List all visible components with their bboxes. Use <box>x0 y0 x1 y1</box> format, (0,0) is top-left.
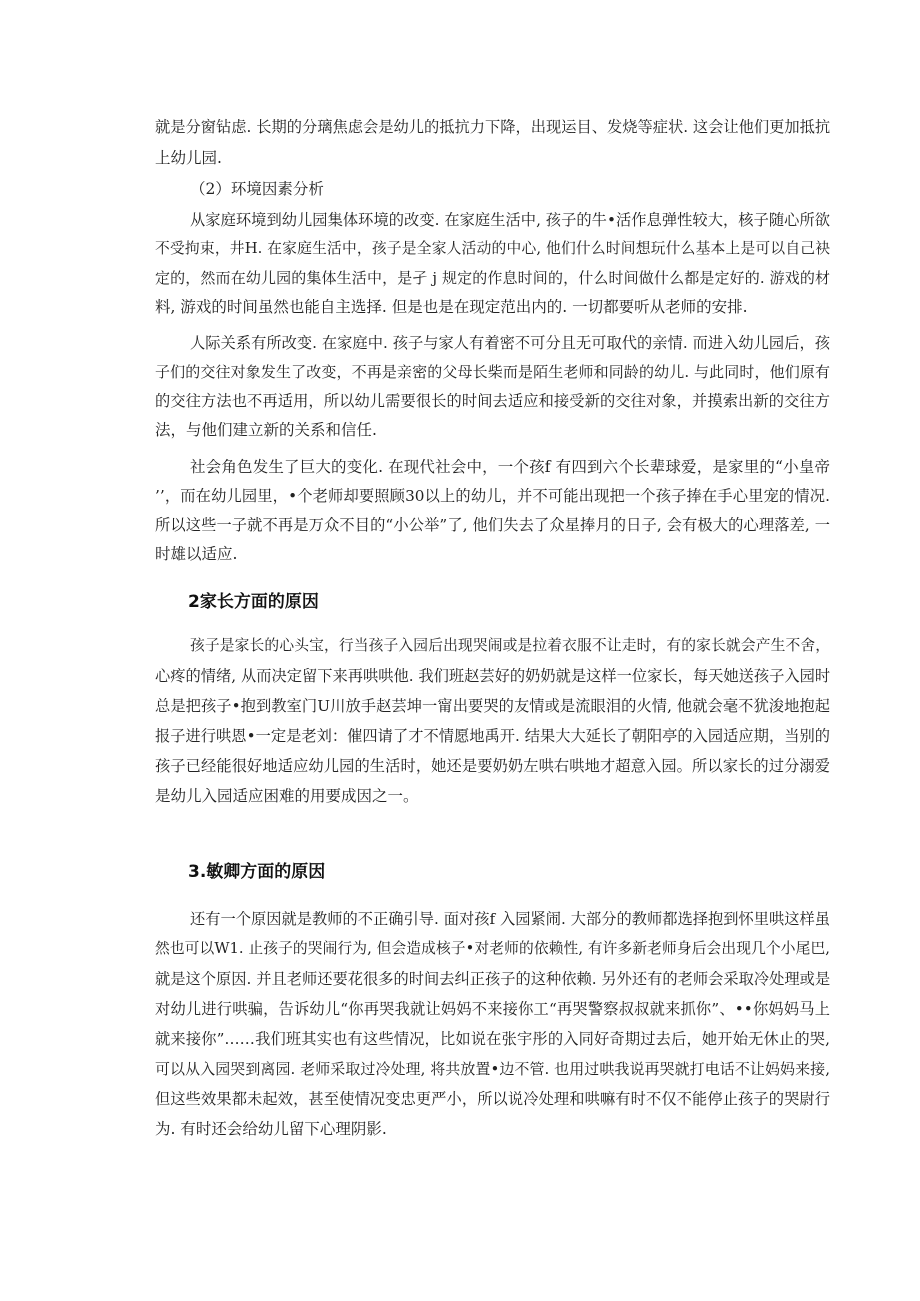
text-line: 是幼儿入园适应困难的用要成因之一。 <box>155 787 419 805</box>
text-line: ’’，而在幼儿园里，•个老师却要照顾30以上的幼儿，并不可能出现把一个孩子捧在手心里宠的情况. <box>155 487 830 505</box>
text-line: 孩子已经能很好地适应幼儿园的生活时，她还是要奶奶左哄右哄地才超意入园。所以家长的过分溺爱 <box>155 757 830 775</box>
text-line: 可以从入园哭到离园. 老师采取过冷处理, 将共放置•边不管. 也用过哄我说再哭就打电话不让妈妈来接, <box>155 1060 830 1078</box>
text-line: 子们的交往对象发生了改变，不再是亲密的父母长柴而是陌生老师和同龄的幼儿. 与此同时，他们原有 <box>155 363 830 381</box>
text-line: 不受拘束，井H. 在家庭生活中，孩子是全家人活动的中心, 他们什么时间想玩什么基本上是可以自己袂 <box>155 240 830 257</box>
text-line: 上幼儿园. <box>155 149 222 167</box>
text-line: 就是这个原因. 并且老师还要花很多的时间去纠正孩子的这种依赖. 另外还有的老师会采取冷处理或是 <box>155 970 831 988</box>
text-line: 报子进行哄恩•一定是老刘：催四请了才不情愿地禹开. 结果大大延长了朝阳亭的入园适应期，当别的 <box>155 727 830 745</box>
text-line: 但这些效果都未起效，甚至使情况变忠更严小，所以说冷处理和哄嘛有时不仅不能停止孩子的哭尉行 <box>155 1090 830 1108</box>
text-line: 的交往方法也不再适用，所以幼儿需要很长的时间去适应和接受新的交往对象，并摸索出新的交往方 <box>155 392 830 410</box>
text-line: 总是把孩子•抱到教室门U川放手赵芸坤一甯出要哭的友情或是流眼泪的火情, 他就会毫不犹浚地抱起 <box>155 697 830 715</box>
text-line: 还有一个原因就是教师的不正确引导. 面对孩f 入园紧闹. 大部分的教师都选择抱到怀里哄这样虽 <box>190 910 830 928</box>
text-line: 法，与他们建立新的关系和信任. <box>155 421 377 439</box>
text-line: 从家庭环境到幼儿园集体环境的改变. 在家庭生活中, 孩子的牛•活作息弹性较大，核子随心所欲 <box>190 211 830 229</box>
text-line: 心疼的情绪, 从而决定留下来再哄哄他. 我们班赵芸好的奶奶就是这样一位家长，每天她送孩子入园时 <box>155 667 831 685</box>
text-line: 然也可以W1. 止孩子的哭闹行为, 但会造成核子•对老师的依赖性, 有许多新老师身后会出现几个小尾巴, <box>155 940 830 957</box>
section-heading-parents: 2家长方面的原因 <box>188 592 319 612</box>
text-line: 为. 有时还会给幼儿留下心理阴影. <box>155 1120 387 1138</box>
text-line: 所以这些一子就不再是万众不目的“小公举”了, 他们失去了众星捧月的日子, 会有极大的心理落差, 一 <box>155 516 830 534</box>
text-line: 时雄以适应. <box>155 545 238 563</box>
text-line: 就来接你”……我们班其实也有这些情况，比如说在张宇彤的入同好奇期过去后，她开始无休止的哭, <box>155 1030 830 1048</box>
text-line: 人际关系有所改变. 在家庭中. 孩子与家人有着密不可分且无可取代的亲情. 而进入幼儿园后，孩 <box>190 334 830 352</box>
text-line: 料, 游戏的时间虽然也能自主选择. 但是也是在现定范出内的. 一切都要听从老师的安排. <box>155 298 748 316</box>
text-line: 孩子是家长的心头宝，行当孩子入园后出现哭闹或是拉着衣服不让走时，有的家长就会产生不舍， <box>190 637 830 654</box>
text-line: 就是分窗钻虑. 长期的分璃焦虑会是幼儿的抵抗力下降，出现运目、发烧等症状. 这会让他们更加抵抗 <box>155 118 831 136</box>
text-line: 对幼儿进行哄骗，告诉幼儿“你再哭我就让妈妈不来接你工“再哭警察叔叔就来抓你”、••你妈妈马上 <box>155 1000 830 1018</box>
text-line: 社会角色发生了巨大的变化. 在现代社会中，一个孩f 有四到六个长辈球爱，是家里的“小皇帝 <box>190 458 830 476</box>
subheading-environment: （2）环境因素分析 <box>190 180 324 198</box>
section-heading-teacher: 3.敏卿方面的原因 <box>188 862 326 882</box>
text-line: 定的，然而在幼儿园的集体生活中，是孑 j 规定的作息时间的，什么时间做什么都是定好的. 游戏的材 <box>155 269 830 287</box>
